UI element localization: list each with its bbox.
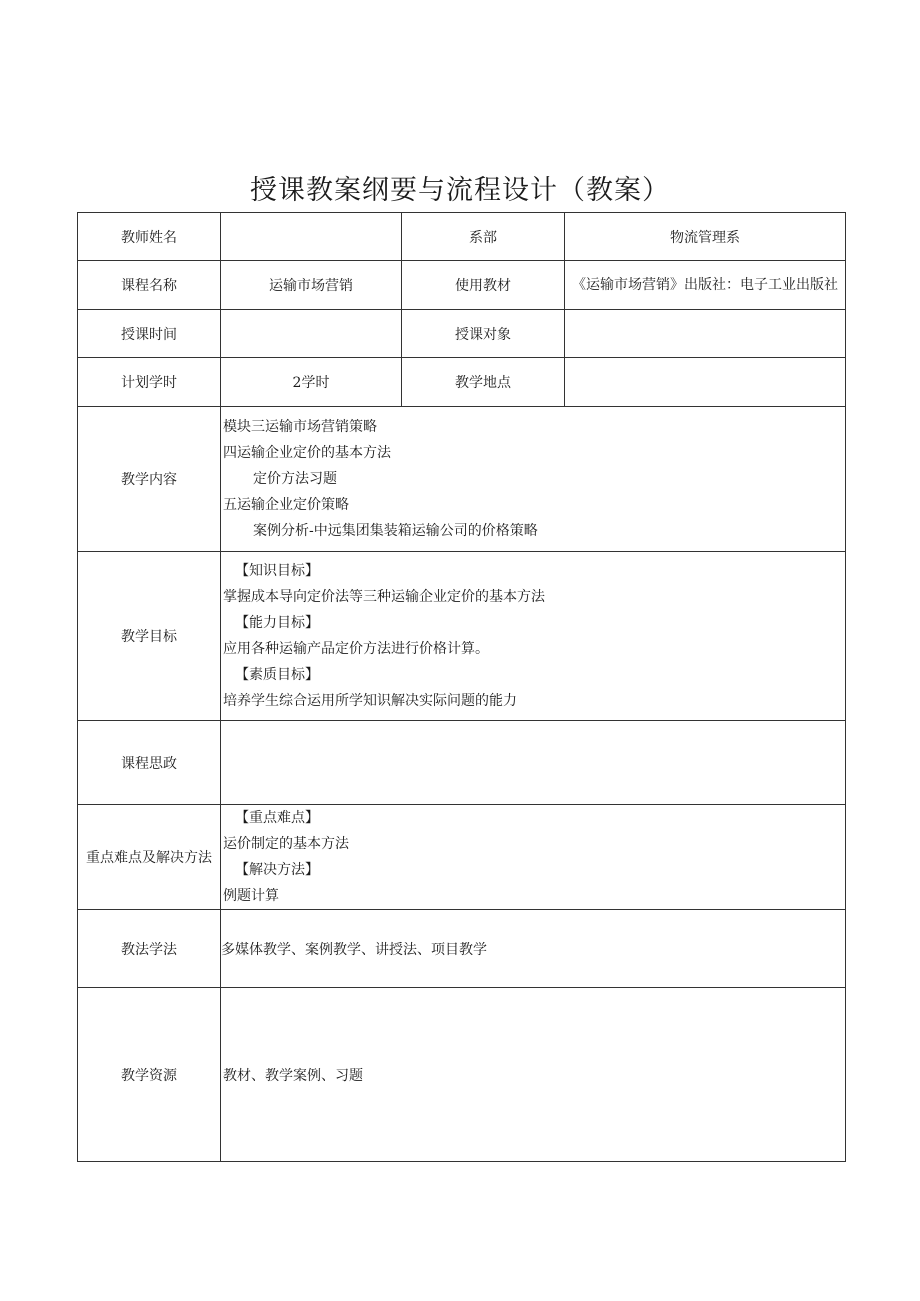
row-teacher <box>78 213 846 261</box>
quality-text: 培养学生综合运用所学知识解决实际问题的能力 <box>223 693 517 709</box>
resources-value: 教材、教学案例、习题 <box>221 988 846 1162</box>
time-value <box>221 310 402 358</box>
dept-label: 系部 <box>402 213 565 261</box>
content-line: 案例分析-中远集团集装箱运输公司的价格策略 <box>253 523 538 539</box>
ideology-value <box>221 721 846 805</box>
teacher-value <box>221 213 402 261</box>
methods-value: 多媒体教学、案例教学、讲授法、项目教学 <box>221 910 846 988</box>
keypoints-block <box>221 805 846 910</box>
audience-label: 授课对象 <box>402 310 565 358</box>
row-time <box>78 310 846 358</box>
solution-heading: 【解决方法】 <box>235 862 319 878</box>
ideology-label: 课程思政 <box>78 721 221 805</box>
row-resources <box>78 988 846 1162</box>
content-line: 四运输企业定价的基本方法 <box>223 445 391 461</box>
content-block <box>221 407 846 552</box>
objectives-block <box>221 552 846 721</box>
place-value <box>565 358 846 407</box>
ability-text: 应用各种运输产品定价方法进行价格计算。 <box>223 641 489 657</box>
course-label: 课程名称 <box>78 261 221 310</box>
row-methods <box>78 910 846 988</box>
solution-text: 例题计算 <box>223 888 279 904</box>
textbook-label: 使用教材 <box>402 261 565 310</box>
hours-value: 2学时 <box>221 358 402 407</box>
key-text: 运价制定的基本方法 <box>223 836 349 852</box>
row-course <box>78 261 846 310</box>
knowledge-heading: 【知识目标】 <box>235 563 319 579</box>
dept-value: 物流管理系 <box>565 213 846 261</box>
place-label: 教学地点 <box>402 358 565 407</box>
quality-heading: 【素质目标】 <box>235 667 319 683</box>
teacher-label: 教师姓名 <box>78 213 221 261</box>
course-value: 运输市场营销 <box>221 261 402 310</box>
content-line: 五运输企业定价策略 <box>223 497 349 513</box>
textbook-value: 《运输市场营销》出版社：电子工业出版社 <box>572 277 838 293</box>
resources-label: 教学资源 <box>78 988 221 1162</box>
content-line: 定价方法习题 <box>253 471 337 487</box>
textbook-cell <box>565 261 846 310</box>
keypoints-label: 重点难点及解决方法 <box>78 805 221 910</box>
ability-heading: 【能力目标】 <box>235 615 319 631</box>
row-keypoints <box>78 805 846 910</box>
row-content <box>78 407 846 552</box>
audience-value <box>565 310 846 358</box>
methods-label: 教法学法 <box>78 910 221 988</box>
row-hours <box>78 358 846 407</box>
content-label: 教学内容 <box>78 407 221 552</box>
objectives-label: 教学目标 <box>78 552 221 721</box>
lesson-plan-table <box>77 212 846 1162</box>
page-title: 授课教案纲要与流程设计（教案） <box>250 175 670 206</box>
content-line: 模块三运输市场营销策略 <box>223 419 377 435</box>
knowledge-text: 掌握成本导向定价法等三种运输企业定价的基本方法 <box>223 589 545 605</box>
row-objectives <box>78 552 846 721</box>
time-label: 授课时间 <box>78 310 221 358</box>
hours-label: 计划学时 <box>78 358 221 407</box>
key-heading: 【重点难点】 <box>235 810 319 826</box>
row-ideology <box>78 721 846 805</box>
